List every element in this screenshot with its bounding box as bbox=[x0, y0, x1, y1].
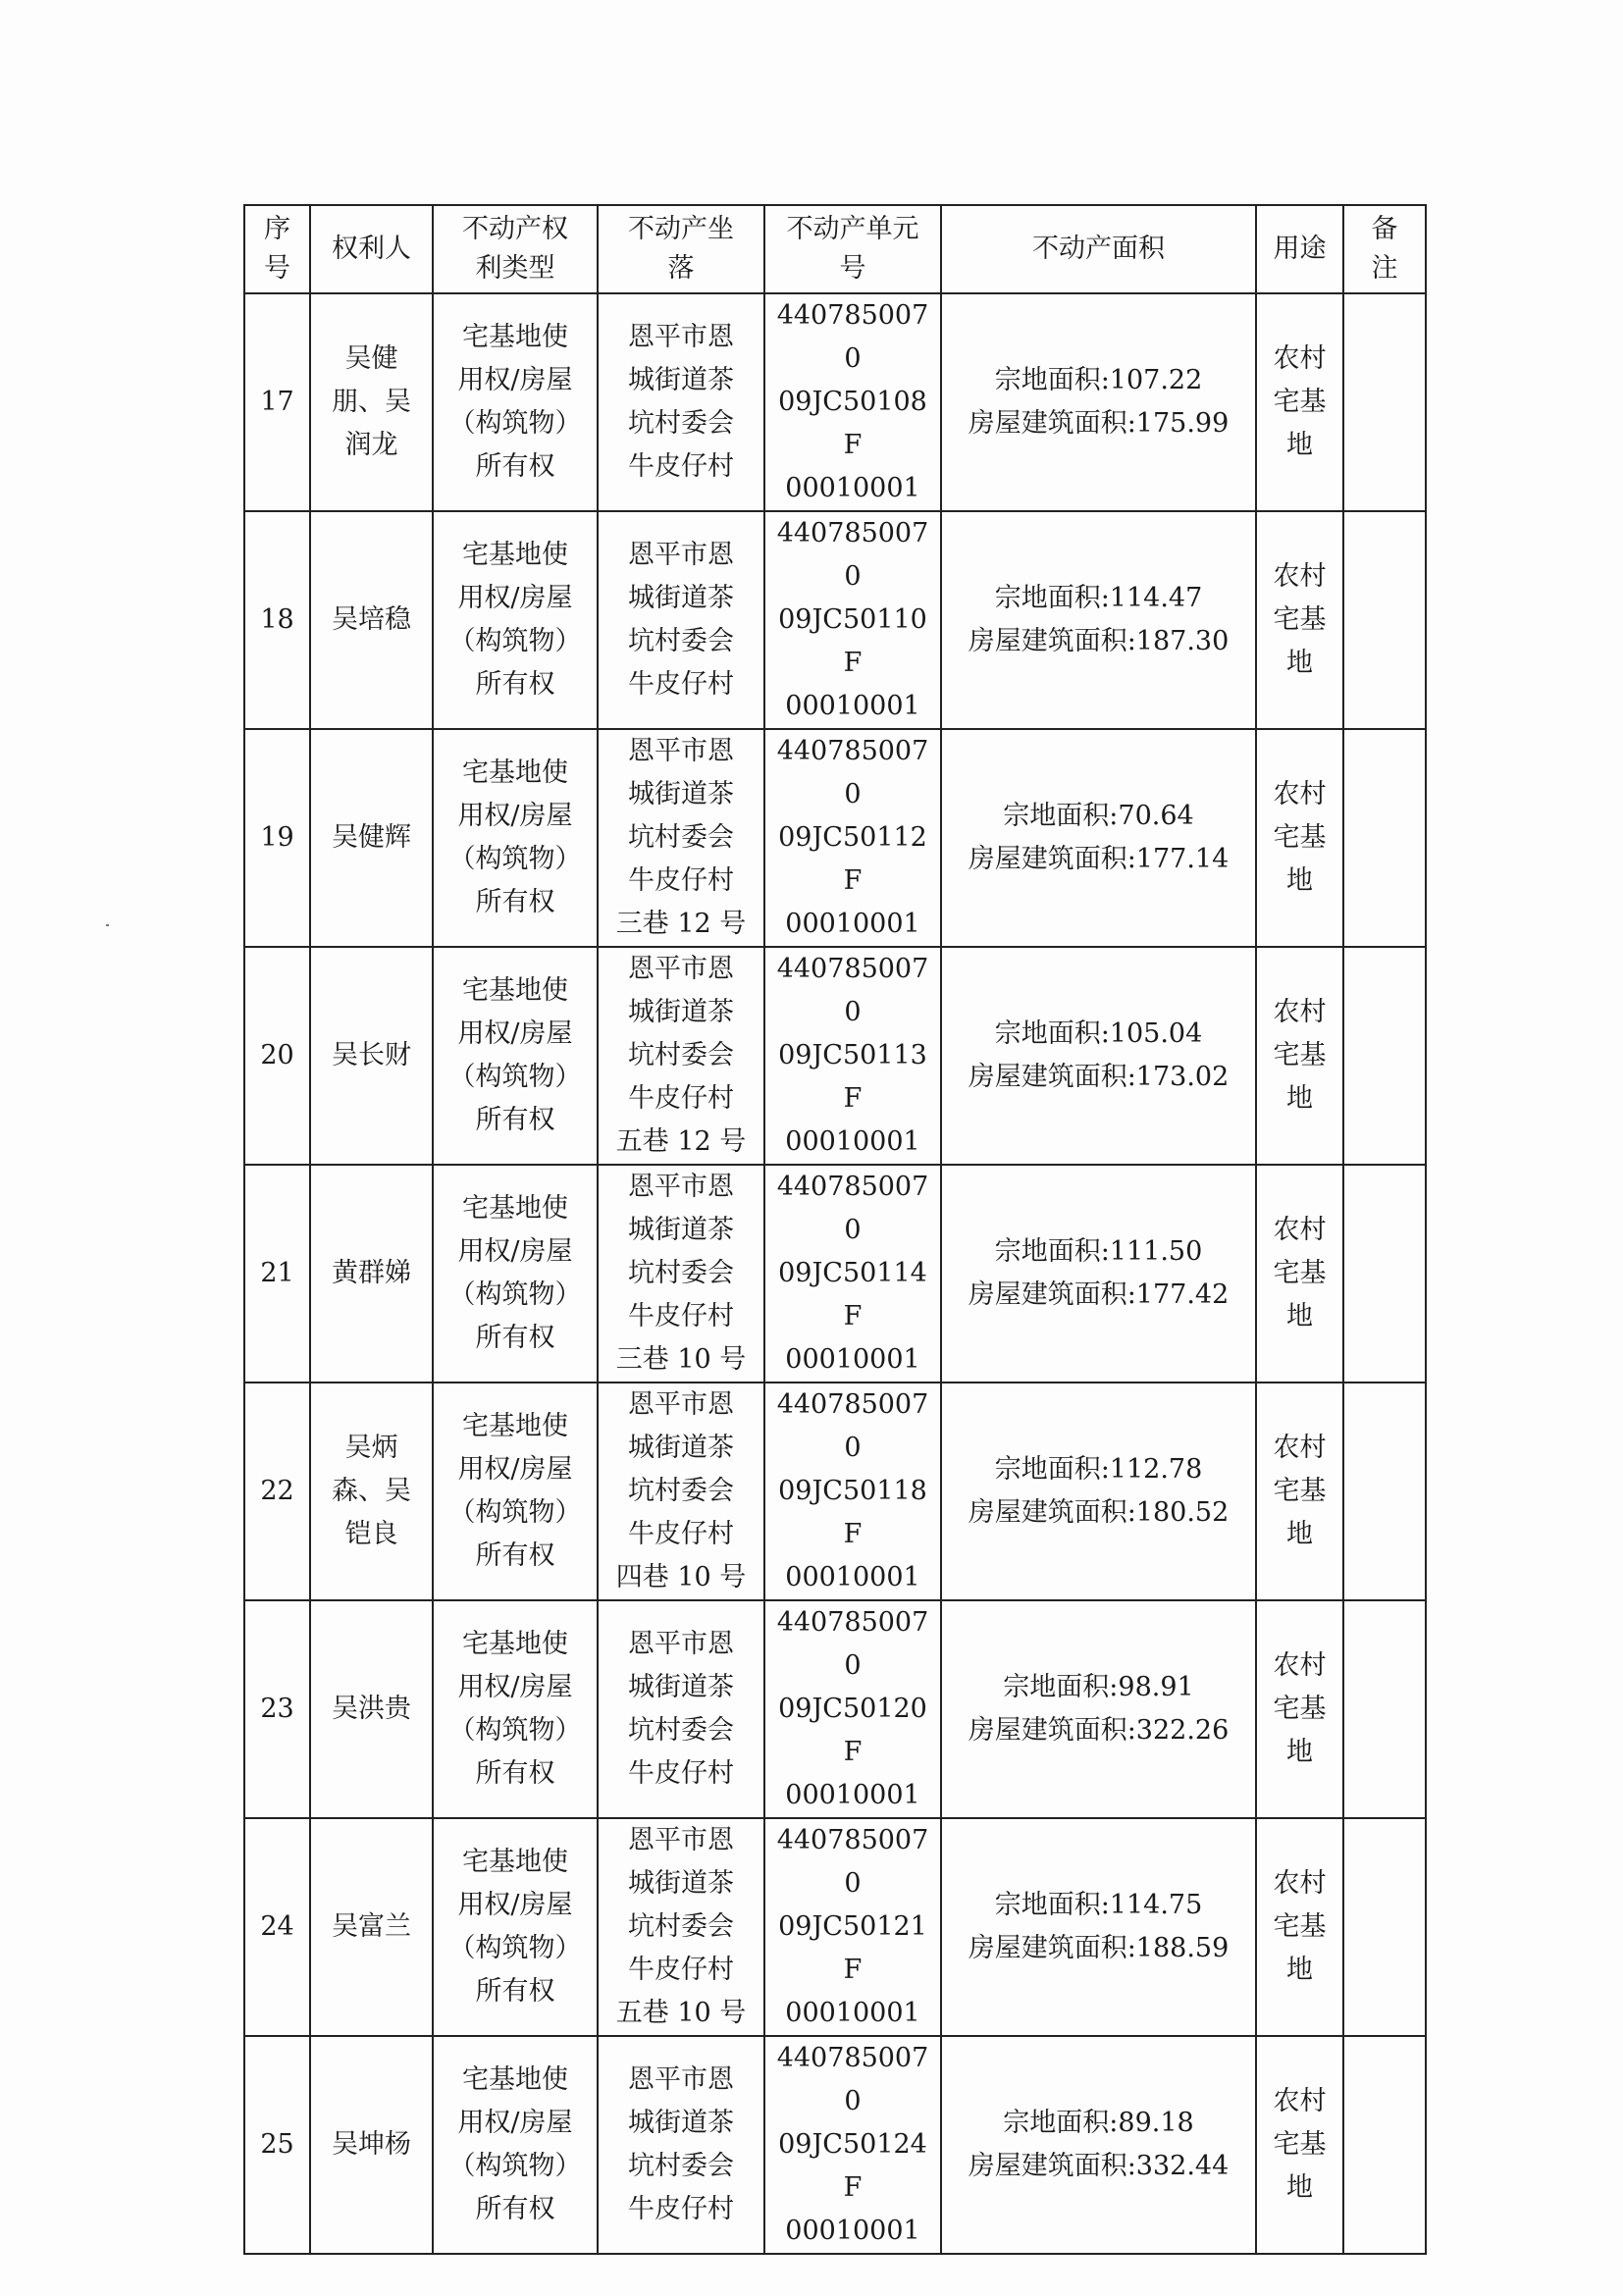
table-row bbox=[244, 1600, 1426, 1818]
header-area: 不动产面积 bbox=[941, 205, 1256, 293]
cell-owner: 吴培稳 bbox=[310, 511, 433, 729]
cell-owner: 吴长财 bbox=[310, 947, 433, 1165]
scan-speck bbox=[106, 924, 109, 926]
cell-area: 宗地面积:89.18 房屋建筑面积:332.44 bbox=[941, 2036, 1256, 2254]
cell-remark bbox=[1343, 729, 1426, 947]
cell-owner: 黄群娣 bbox=[310, 1165, 433, 1383]
cell-area: 宗地面积:114.75 房屋建筑面积:188.59 bbox=[941, 1818, 1256, 2036]
cell-seq: 24 bbox=[244, 1818, 310, 2036]
table-row bbox=[244, 2036, 1426, 2254]
cell-right-type: 宅基地使 用权/房屋 （构筑物） 所有权 bbox=[433, 1818, 598, 2036]
cell-unit-number: 4407850070 09JC50118F 00010001 bbox=[764, 1383, 941, 1600]
cell-location: 恩平市恩 城街道茶 坑村委会 牛皮仔村 五巷 12 号 bbox=[598, 947, 764, 1165]
cell-area: 宗地面积:105.04 房屋建筑面积:173.02 bbox=[941, 947, 1256, 1165]
cell-right-type: 宅基地使 用权/房屋 （构筑物） 所有权 bbox=[433, 729, 598, 947]
cell-area: 宗地面积:114.47 房屋建筑面积:187.30 bbox=[941, 511, 1256, 729]
cell-right-type: 宅基地使 用权/房屋 （构筑物） 所有权 bbox=[433, 947, 598, 1165]
cell-usage: 农村 宅基 地 bbox=[1256, 729, 1343, 947]
cell-area: 宗地面积:111.50 房屋建筑面积:177.42 bbox=[941, 1165, 1256, 1383]
cell-area: 宗地面积:112.78 房屋建筑面积:180.52 bbox=[941, 1383, 1256, 1600]
cell-location: 恩平市恩 城街道茶 坑村委会 牛皮仔村 bbox=[598, 293, 764, 511]
cell-seq: 21 bbox=[244, 1165, 310, 1383]
cell-usage: 农村 宅基 地 bbox=[1256, 511, 1343, 729]
header-location: 不动产坐 落 bbox=[598, 205, 764, 293]
cell-owner: 吴洪贵 bbox=[310, 1600, 433, 1818]
cell-owner: 吴炳 森、吴 铠良 bbox=[310, 1383, 433, 1600]
cell-unit-number: 4407850070 09JC50114F 00010001 bbox=[764, 1165, 941, 1383]
table-row bbox=[244, 1818, 1426, 2036]
cell-area: 宗地面积:107.22 房屋建筑面积:175.99 bbox=[941, 293, 1256, 511]
cell-right-type: 宅基地使 用权/房屋 （构筑物） 所有权 bbox=[433, 1165, 598, 1383]
cell-unit-number: 4407850070 09JC50121F 00010001 bbox=[764, 1818, 941, 2036]
cell-location: 恩平市恩 城街道茶 坑村委会 牛皮仔村 bbox=[598, 2036, 764, 2254]
header-row bbox=[244, 205, 1426, 293]
cell-owner: 吴富兰 bbox=[310, 1818, 433, 2036]
cell-unit-number: 4407850070 09JC50108F 00010001 bbox=[764, 293, 941, 511]
cell-unit-number: 4407850070 09JC50124F 00010001 bbox=[764, 2036, 941, 2254]
property-registry-table bbox=[243, 204, 1427, 2255]
cell-unit-number: 4407850070 09JC50110F 00010001 bbox=[764, 511, 941, 729]
header-unit-number: 不动产单元 号 bbox=[764, 205, 941, 293]
cell-unit-number: 4407850070 09JC50113F 00010001 bbox=[764, 947, 941, 1165]
cell-remark bbox=[1343, 1165, 1426, 1383]
cell-area: 宗地面积:70.64 房屋建筑面积:177.14 bbox=[941, 729, 1256, 947]
table-row bbox=[244, 947, 1426, 1165]
cell-usage: 农村 宅基 地 bbox=[1256, 1818, 1343, 2036]
cell-right-type: 宅基地使 用权/房屋 （构筑物） 所有权 bbox=[433, 293, 598, 511]
table-row bbox=[244, 729, 1426, 947]
cell-remark bbox=[1343, 2036, 1426, 2254]
cell-location: 恩平市恩 城街道茶 坑村委会 牛皮仔村 三巷 10 号 bbox=[598, 1165, 764, 1383]
cell-unit-number: 4407850070 09JC50120F 00010001 bbox=[764, 1600, 941, 1818]
header-usage: 用途 bbox=[1256, 205, 1343, 293]
cell-remark bbox=[1343, 1818, 1426, 2036]
cell-right-type: 宅基地使 用权/房屋 （构筑物） 所有权 bbox=[433, 2036, 598, 2254]
header-owner: 权利人 bbox=[310, 205, 433, 293]
cell-owner: 吴坤杨 bbox=[310, 2036, 433, 2254]
cell-area: 宗地面积:98.91 房屋建筑面积:322.26 bbox=[941, 1600, 1256, 1818]
cell-right-type: 宅基地使 用权/房屋 （构筑物） 所有权 bbox=[433, 1383, 598, 1600]
header-right-type: 不动产权 利类型 bbox=[433, 205, 598, 293]
cell-right-type: 宅基地使 用权/房屋 （构筑物） 所有权 bbox=[433, 1600, 598, 1818]
cell-remark bbox=[1343, 1383, 1426, 1600]
cell-seq: 17 bbox=[244, 293, 310, 511]
cell-seq: 23 bbox=[244, 1600, 310, 1818]
cell-location: 恩平市恩 城街道茶 坑村委会 牛皮仔村 bbox=[598, 1600, 764, 1818]
cell-seq: 25 bbox=[244, 2036, 310, 2254]
cell-owner: 吴健 朋、吴 润龙 bbox=[310, 293, 433, 511]
cell-location: 恩平市恩 城街道茶 坑村委会 牛皮仔村 bbox=[598, 511, 764, 729]
cell-usage: 农村 宅基 地 bbox=[1256, 947, 1343, 1165]
cell-usage: 农村 宅基 地 bbox=[1256, 1600, 1343, 1818]
cell-seq: 19 bbox=[244, 729, 310, 947]
header-remark: 备 注 bbox=[1343, 205, 1426, 293]
cell-right-type: 宅基地使 用权/房屋 （构筑物） 所有权 bbox=[433, 511, 598, 729]
cell-usage: 农村 宅基 地 bbox=[1256, 2036, 1343, 2254]
cell-usage: 农村 宅基 地 bbox=[1256, 1383, 1343, 1600]
cell-location: 恩平市恩 城街道茶 坑村委会 牛皮仔村 三巷 12 号 bbox=[598, 729, 764, 947]
table-row bbox=[244, 293, 1426, 511]
table-row bbox=[244, 511, 1426, 729]
cell-seq: 22 bbox=[244, 1383, 310, 1600]
cell-usage: 农村 宅基 地 bbox=[1256, 293, 1343, 511]
cell-owner: 吴健辉 bbox=[310, 729, 433, 947]
table-row bbox=[244, 1383, 1426, 1600]
cell-remark bbox=[1343, 947, 1426, 1165]
cell-unit-number: 4407850070 09JC50112F 00010001 bbox=[764, 729, 941, 947]
cell-location: 恩平市恩 城街道茶 坑村委会 牛皮仔村 四巷 10 号 bbox=[598, 1383, 764, 1600]
cell-usage: 农村 宅基 地 bbox=[1256, 1165, 1343, 1383]
cell-remark bbox=[1343, 293, 1426, 511]
cell-location: 恩平市恩 城街道茶 坑村委会 牛皮仔村 五巷 10 号 bbox=[598, 1818, 764, 2036]
cell-remark bbox=[1343, 1600, 1426, 1818]
header-seq: 序 号 bbox=[244, 205, 310, 293]
table-row bbox=[244, 1165, 1426, 1383]
cell-seq: 18 bbox=[244, 511, 310, 729]
cell-remark bbox=[1343, 511, 1426, 729]
cell-seq: 20 bbox=[244, 947, 310, 1165]
